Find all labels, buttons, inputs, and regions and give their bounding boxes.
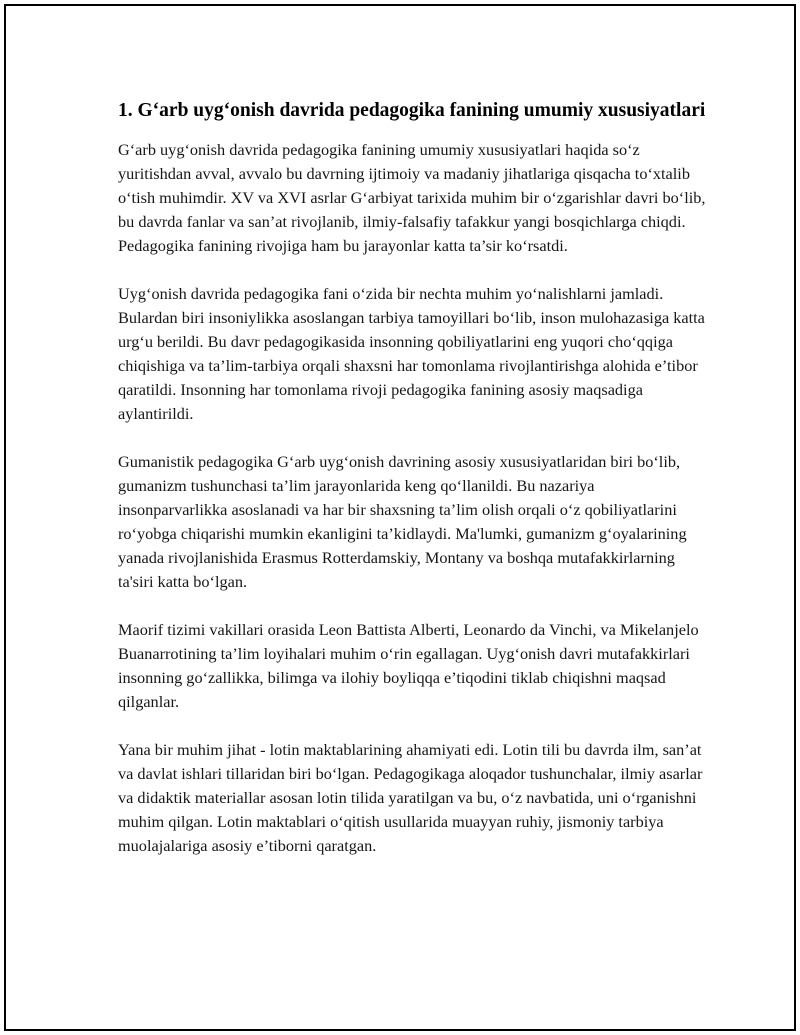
document-body [118, 98, 708, 882]
paragraph-1: G‘arb uyg‘onish davrida pedagogika fanining umumiy xususiyatlari haqida so‘z yuritishdan avval, avvalo bu davrning ijtimoiy va madaniy jihatlariga qisqacha to‘xtalib o‘tish muhimdir. XV va XVI asrlar G‘arbiyat tarixida muhim bir o‘zgarishlar davri bo‘lib, bu davrda fanlar va san’at rivojlanib, ilmiy-falsafiy tafakkur yangi bosqichlarga chiqdi. Pedagogika fanining rivojiga ham bu jarayonlar katta ta’sir ko‘rsatdi. [118, 140, 706, 255]
document-page [4, 4, 796, 1031]
paragraph-4: Maorif tizimi vakillari orasida Leon Battista Alberti, Leonardo da Vinchi, va Mikelanjelo Buanarrotining ta’lim loyihalari muhim o‘rin egallagan. Uyg‘onish davri mutafakkirlari insonning go‘zallikka, bilimga va ilohiy boyliqqa e’tiqodini tiklab chiqishni maqsad qilganlar. [118, 620, 699, 711]
paragraph-5: Yana bir muhim jihat - lotin maktablarining ahamiyati edi. Lotin tili bu davrda ilm, san’at va davlat ishlari tillaridan biri bo‘lgan. Pedagogikaga aloqador tushunchalar, ilmiy asarlar va didaktik materiallar asosan lotin tilida yaratilgan va bu, o‘z navbatida, uni o‘rganishni muhim qilgan. Lotin maktablari o‘qitish usullarida muayyan ruhiy, jismoniy tarbiya muolajalariga asosiy e’tiborni qaratgan. [118, 740, 703, 855]
paragraph-2: Uyg‘onish davrida pedagogika fani o‘zida bir nechta muhim yo‘nalishlarni jamladi. Bulardan biri insoniylikka asoslangan tarbiya tamoyillari bo‘lib, inson mulohazasiga katta urg‘u berildi. Bu davr pedagogikasida insonning qobiliyatlarini eng yuqori cho‘qqiga chiqishiga va ta’lim-tarbiya orqali shaxsni har tomonlama rivojlantirishga alohida e’tibor qaratildi. Insonning har tomonlama rivoji pedagogika fanining asosiy maqsadiga aylantirildi. [118, 284, 705, 423]
section-heading: 1. G‘arb uyg‘onish davrida pedagogika fanining umumiy xususiyatlari [118, 100, 706, 121]
paragraph-3: Gumanistik pedagogika G‘arb uyg‘onish davrining asosiy xususiyatlaridan biri bo‘lib, gumanizm tushunchasi ta’lim jarayonlarida keng qo‘llanildi. Bu nazariya insonparvarlikka asoslanadi va har bir shaxsning ta’lim olish orqali o‘z qobiliyatlarini ro‘yobga chiqarishi mumkin ekanligini ta’kidlaydi. Ma'lumki, gumanizm g‘oyalarining yanada rivojlanishida Erasmus Rotterdamskiy, Montany va boshqa mutafakkirlarning ta'siri katta bo‘lgan. [118, 452, 687, 591]
